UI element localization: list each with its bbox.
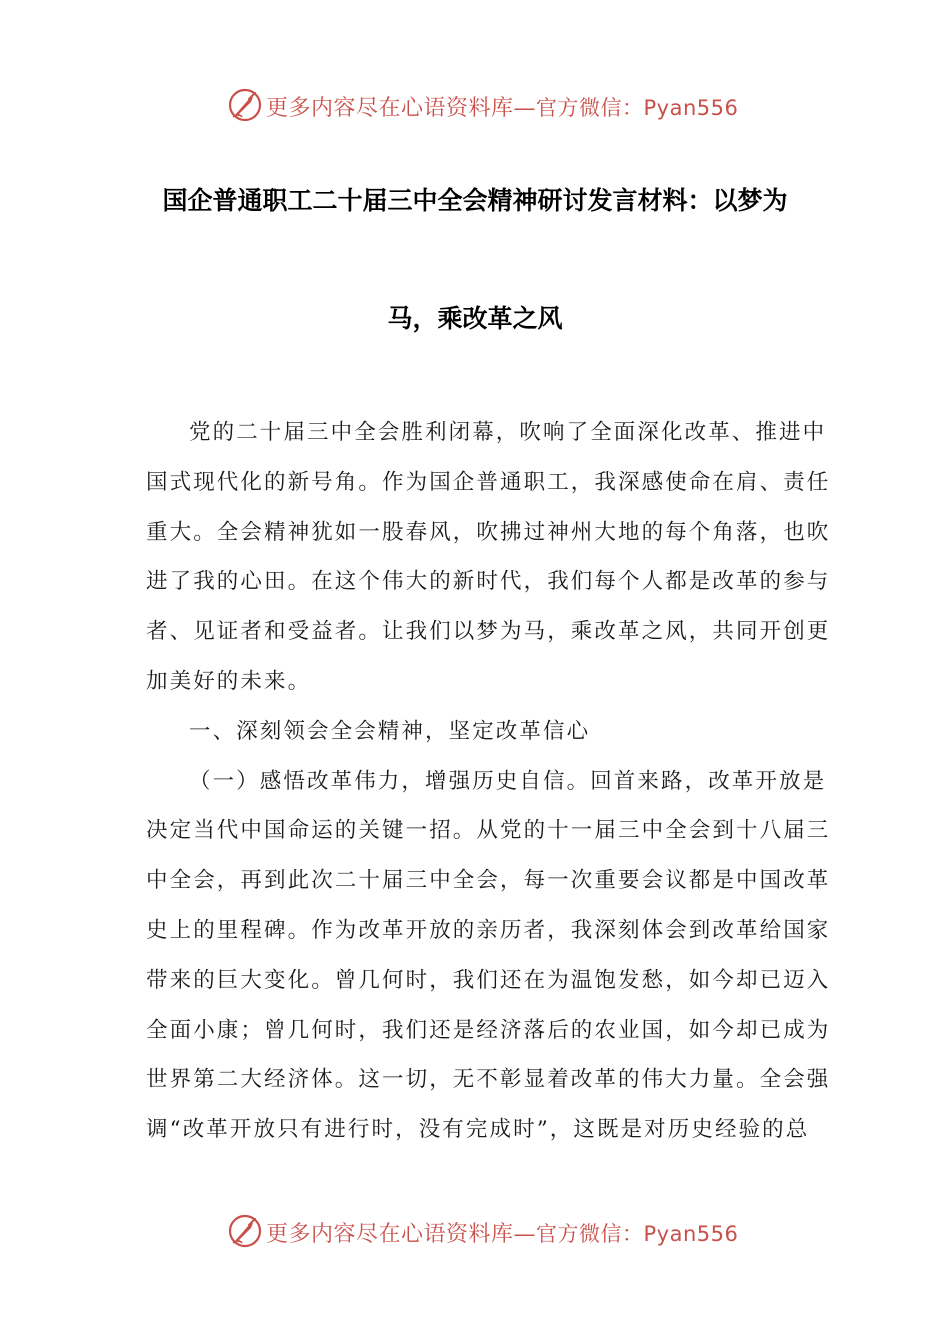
- body-line: 决定当代中国命运的关键一招。从党的十一届三中全会到十八届三: [146, 818, 831, 844]
- section-heading: 一、深刻领会全会精神，坚定改革信心: [189, 718, 591, 744]
- body-line: （一）感悟改革伟力，增强历史自信。回首来路，改革开放是: [189, 768, 827, 794]
- document-title-line-1: 国企普通职工二十届三中全会精神研讨发言材料：以梦为: [162, 186, 788, 215]
- body-line: 重大。全会精神犹如一股春风，吹拂过神州大地的每个角落，也吹: [146, 519, 831, 545]
- banner-text: 更多内容尽在心语资料库—官方微信：Pyan556: [266, 96, 739, 121]
- body-line: 史上的里程碑。作为改革开放的亲历者，我深刻体会到改革给国家: [146, 917, 831, 943]
- body-line: 进了我的心田。在这个伟大的新时代，我们每个人都是改革的参与: [146, 569, 831, 595]
- body-line: 者、见证者和受益者。让我们以梦为马，乘改革之风，共同开创更: [146, 619, 831, 645]
- body-line: 全面小康；曾几何时，我们还是经济落后的农业国，如今却已成为: [146, 1017, 831, 1043]
- body-line: 国式现代化的新号角。作为国企普通职工，我深感使命在肩、责任: [146, 469, 831, 495]
- document-body: [146, 408, 831, 1155]
- footer-banner: [0, 1211, 950, 1251]
- body-line: 加美好的未来。: [146, 668, 312, 694]
- banner-text: 更多内容尽在心语资料库—官方微信：Pyan556: [266, 1222, 739, 1247]
- body-line: 带来的巨大变化。曾几何时，我们还在为温饱发愁，如今却已迈入: [146, 967, 831, 993]
- body-line: 世界第二大经济体。这一切，无不彰显着改革的伟大力量。全会强: [146, 1067, 831, 1093]
- pen-nib-logo-icon: [227, 87, 263, 123]
- body-line: 党的二十届三中全会胜利闭幕，吹响了全面深化改革、推进中: [189, 420, 827, 445]
- header-banner: [0, 85, 950, 125]
- body-line: 中全会，再到此次二十届三中全会，每一次重要会议都是中国改革: [146, 868, 831, 894]
- document-title-line-2: 马，乘改革之风: [387, 304, 563, 333]
- body-line: 调“改革开放只有进行时，没有完成时”，这既是对历史经验的总: [146, 1117, 810, 1143]
- pen-nib-logo-icon: [227, 1213, 263, 1249]
